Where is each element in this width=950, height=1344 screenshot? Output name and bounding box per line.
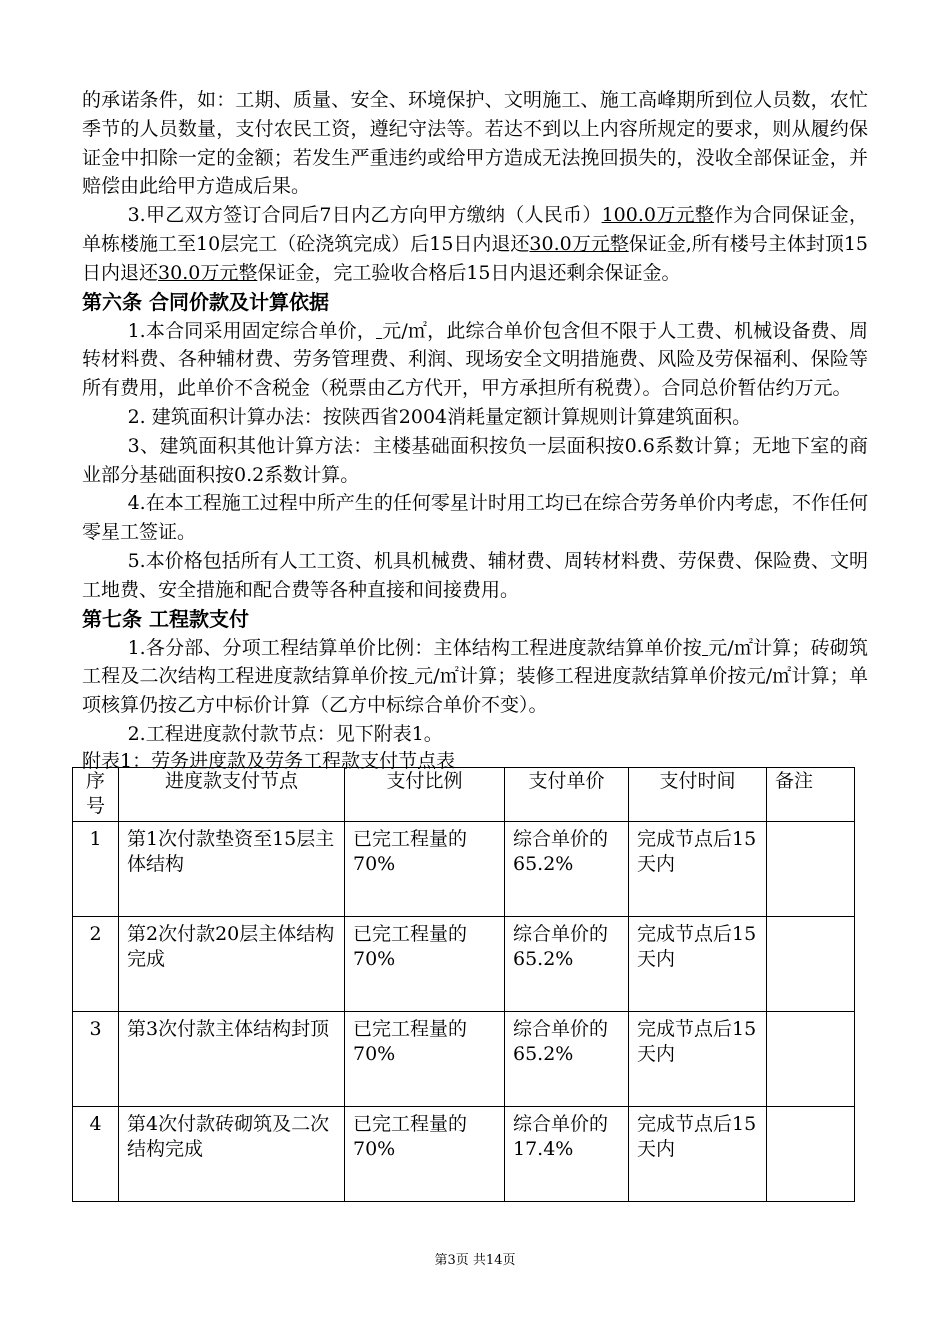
page-footer: 第3页 共14页: [434, 1253, 516, 1268]
cell-price: 综合单价的65.2%: [505, 822, 629, 917]
table-row: [73, 1012, 855, 1107]
cell-node: 第3次付款主体结构封顶: [119, 1012, 345, 1107]
cell-no: 2: [73, 917, 119, 1012]
cell-time: 完成节点后15天内: [629, 1012, 767, 1107]
unit-price-text-a: 1.本合同采用固定综合单价，: [127, 319, 376, 342]
table-row: [73, 917, 855, 1012]
article-6-item-3: 3、建筑面积其他计算方法：主楼基础面积按负一层面积按0.6系数计算；无地下室的商业部分基础面积按0.2系数计算。: [82, 434, 868, 486]
cell-ratio: 已完工程量的70%: [345, 822, 505, 917]
table-header-row: [73, 768, 855, 822]
header-notes: 备注: [767, 768, 855, 822]
header-ratio: 支付比例: [345, 768, 505, 822]
cell-price: 综合单价的65.2%: [505, 1012, 629, 1107]
article-7-item-1: [82, 634, 868, 720]
article-6-item-1: [82, 317, 868, 403]
cell-no: 1: [73, 822, 119, 917]
article-6-item-5: 5.本价格包括所有人工工资、机具机械费、辅材费、周转材料费、劳保费、保险费、文明工地费、安全措施和配合费等各种直接和间接费用。: [82, 549, 868, 601]
article-7-heading: 第七条 工程款支付: [82, 606, 249, 631]
cell-ratio: 已完工程量的70%: [345, 917, 505, 1012]
deposit-text-d: 保证金，完工验收合格后15日内退还剩余保证金。: [257, 261, 681, 284]
cell-price: 综合单价的17.4%: [505, 1107, 629, 1202]
cell-time: 完成节点后15天内: [629, 822, 767, 917]
payment-schedule-table: [72, 767, 855, 1202]
cell-no: 3: [73, 1012, 119, 1107]
article-6-heading: 第六条 合同价款及计算依据: [82, 289, 329, 314]
header-price: 支付单价: [505, 768, 629, 822]
table-row: [73, 1107, 855, 1202]
settlement-text-c: 元/㎡计算；装修工程进度款结算单价按元/㎡计算；单项核算仍按乙方中标价计算（乙方中标综合单价不变）。: [82, 665, 868, 717]
settlement-text-a: 1.各分部、分项工程结算单价比例：主体结构工程进度款结算单价按: [127, 636, 702, 659]
cell-price: 综合单价的65.2%: [505, 917, 629, 1012]
cell-notes: [767, 1107, 855, 1202]
cell-time: 完成节点后15天内: [629, 917, 767, 1012]
cell-no: 4: [73, 1107, 119, 1202]
header-time: 支付时间: [629, 768, 767, 822]
cell-notes: [767, 917, 855, 1012]
settlement-text-b: 元/㎡计算；砖砌筑工程及二次结构工程进度款结算单价按: [82, 636, 868, 688]
document-body: [82, 86, 868, 773]
cell-node: 第1次付款垫资至15层主体结构: [119, 822, 345, 917]
cell-notes: [767, 822, 855, 917]
table-row: [73, 822, 855, 917]
deposit-paragraph: [82, 201, 868, 287]
cell-node: 第4次付款砖砌筑及二次结构完成: [119, 1107, 345, 1202]
cell-time: 完成节点后15天内: [629, 1107, 767, 1202]
cell-notes: [767, 1012, 855, 1107]
deposit-text-c: 保证金,所有楼号主体封顶15日内退还: [82, 232, 869, 284]
cell-node: 第2次付款20层主体结构完成: [119, 917, 345, 1012]
table-caption: 附表1：劳务进度款及劳务工程款支付节点表: [82, 749, 456, 772]
deposit-text-b: 作为合同保证金，单栋楼施工至10层完工（砼浇筑完成）后15日内退还: [82, 204, 868, 255]
article-7-item-2: 2.工程进度款付款节点：见下附表1。: [127, 722, 443, 745]
cell-ratio: 已完工程量的70%: [345, 1107, 505, 1202]
deposit-amount-3: 30.0万元整: [158, 261, 258, 284]
clause-continuation-paragraph: 的承诺条件，如：工期、质量、安全、环境保护、文明施工、施工高峰期所到位人员数，农忙季节的人员数量，支付农民工资，遵纪守法等。若达不到以上内容所规定的要求，则从履约保证金中扣除一定的金额；若发生严重违约或给甲方造成无法挽回损失的，没收全部保证金，并赔偿由此给甲方造成后果。: [82, 89, 868, 198]
header-no: 序号: [73, 768, 119, 822]
article-6-item-2: 2. 建筑面积计算办法：按陕西省2004消耗量定额计算规则计算建筑面积。: [127, 405, 752, 428]
deposit-amount-2: 30.0万元整: [529, 232, 629, 255]
header-node: 进度款支付节点: [119, 768, 345, 822]
deposit-amount-1: 100.0万元整: [601, 204, 715, 227]
article-6-item-4: 4.在本工程施工过程中所产生的任何零星计时用工均已在综合劳务单价内考虑，不作任何零星工签证。: [82, 492, 868, 544]
deposit-text-a: 3.甲乙双方签订合同后7日内乙方向甲方缴纳（人民币）: [127, 204, 602, 227]
cell-ratio: 已完工程量的70%: [345, 1012, 505, 1107]
unit-price-text-b: 元/㎡，此综合单价包含但不限于人工费、机械设备费、周转材料费、各种辅材费、劳务管理费、利润、现场安全文明措施费、风险及劳保福利、保险等所有费用，此单价不含税金（税票由乙方代开，甲方承担所有税费）。合同总价暂估约万元。: [82, 319, 868, 400]
